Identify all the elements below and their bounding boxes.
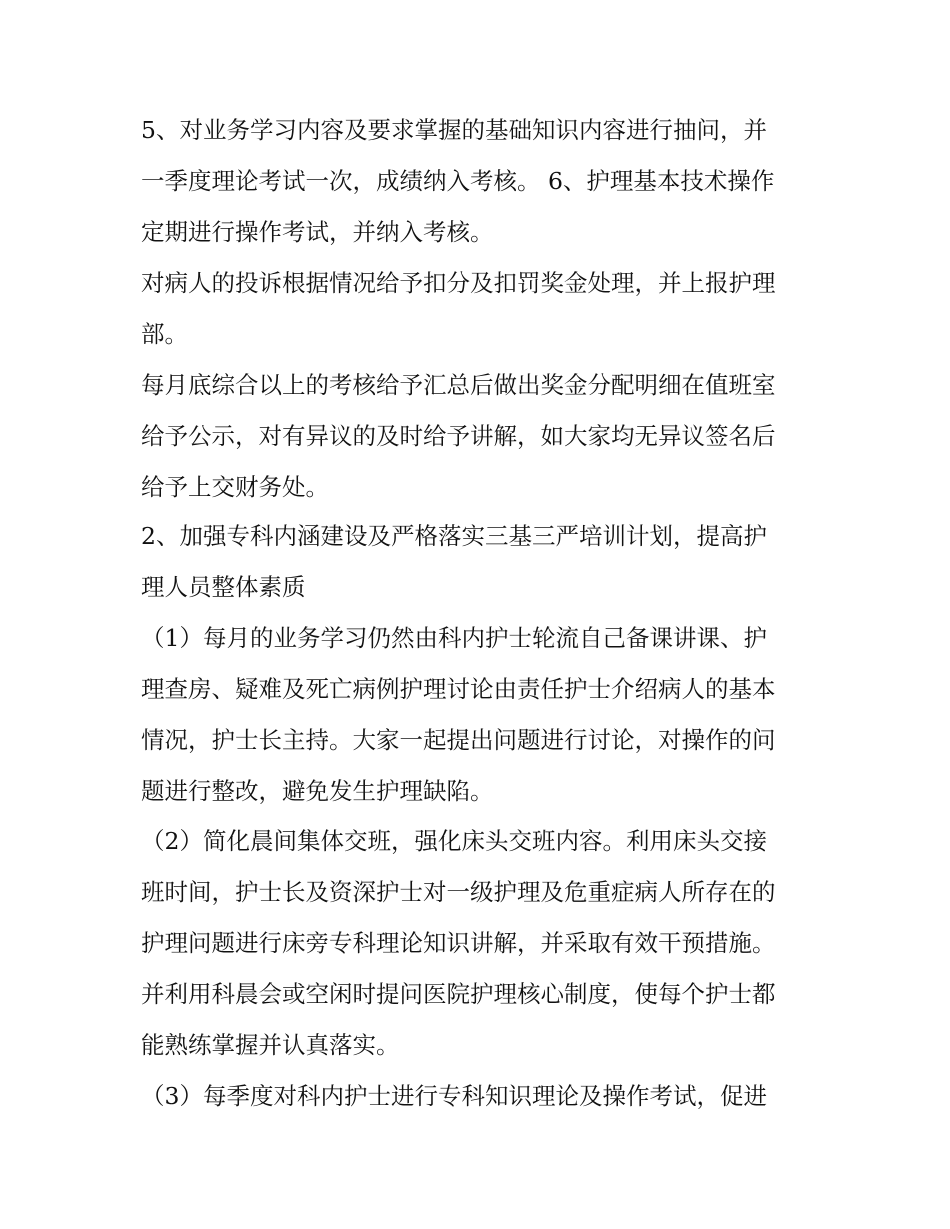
text-line-1: 5、对业务学习内容及要求掌握的基础知识内容进行抽问，并 <box>141 116 767 144</box>
text-line-20: （3）每季度对科内护士进行专科知识理论及操作考试，促进 <box>141 1082 767 1110</box>
text-line-17: 护理问题进行床旁专科理论知识讲解，并采取有效干预措施。 <box>141 929 776 957</box>
text-line-5: 部。 <box>141 320 188 348</box>
text-line-2: 一季度理论考试一次，成绩纳入考核。 6、护理基本技术操作 <box>141 167 775 195</box>
text-line-12: 理查房、疑难及死亡病例护理讨论由责任护士介绍病人的基本 <box>141 675 776 703</box>
text-line-16: 班时间，护士长及资深护士对一级护理及危重症病人所存在的 <box>141 878 776 906</box>
text-line-11: （1）每月的业务学习仍然由科内护士轮流自己备课讲课、护 <box>141 624 767 652</box>
text-line-7: 给予公示，对有异议的及时给予讲解，如大家均无异议签名后 <box>141 422 776 450</box>
text-line-14: 题进行整改，避免发生护理缺陷。 <box>141 777 494 805</box>
text-line-4: 对病人的投诉根据情况给予扣分及扣罚奖金处理，并上报护理 <box>141 269 776 297</box>
text-line-8: 给予上交财务处。 <box>141 473 329 501</box>
text-line-6: 每月底综合以上的考核给予汇总后做出奖金分配明细在值班室 <box>141 371 776 399</box>
text-line-13: 情况，护士长主持。大家一起提出问题进行讨论，对操作的问 <box>141 726 776 754</box>
text-line-10: 理人员整体素质 <box>141 573 306 601</box>
text-line-19: 能熟练掌握并认真落实。 <box>141 1031 400 1059</box>
text-line-9: 2、加强专科内涵建设及严格落实三基三严培训计划，提高护 <box>141 522 767 550</box>
text-line-3: 定期进行操作考试，并纳入考核。 <box>141 218 494 246</box>
text-line-15: （2）简化晨间集体交班，强化床头交班内容。利用床头交接 <box>141 827 767 855</box>
text-line-18: 并利用科晨会或空闲时提问医院护理核心制度，使每个护士都 <box>141 980 776 1008</box>
